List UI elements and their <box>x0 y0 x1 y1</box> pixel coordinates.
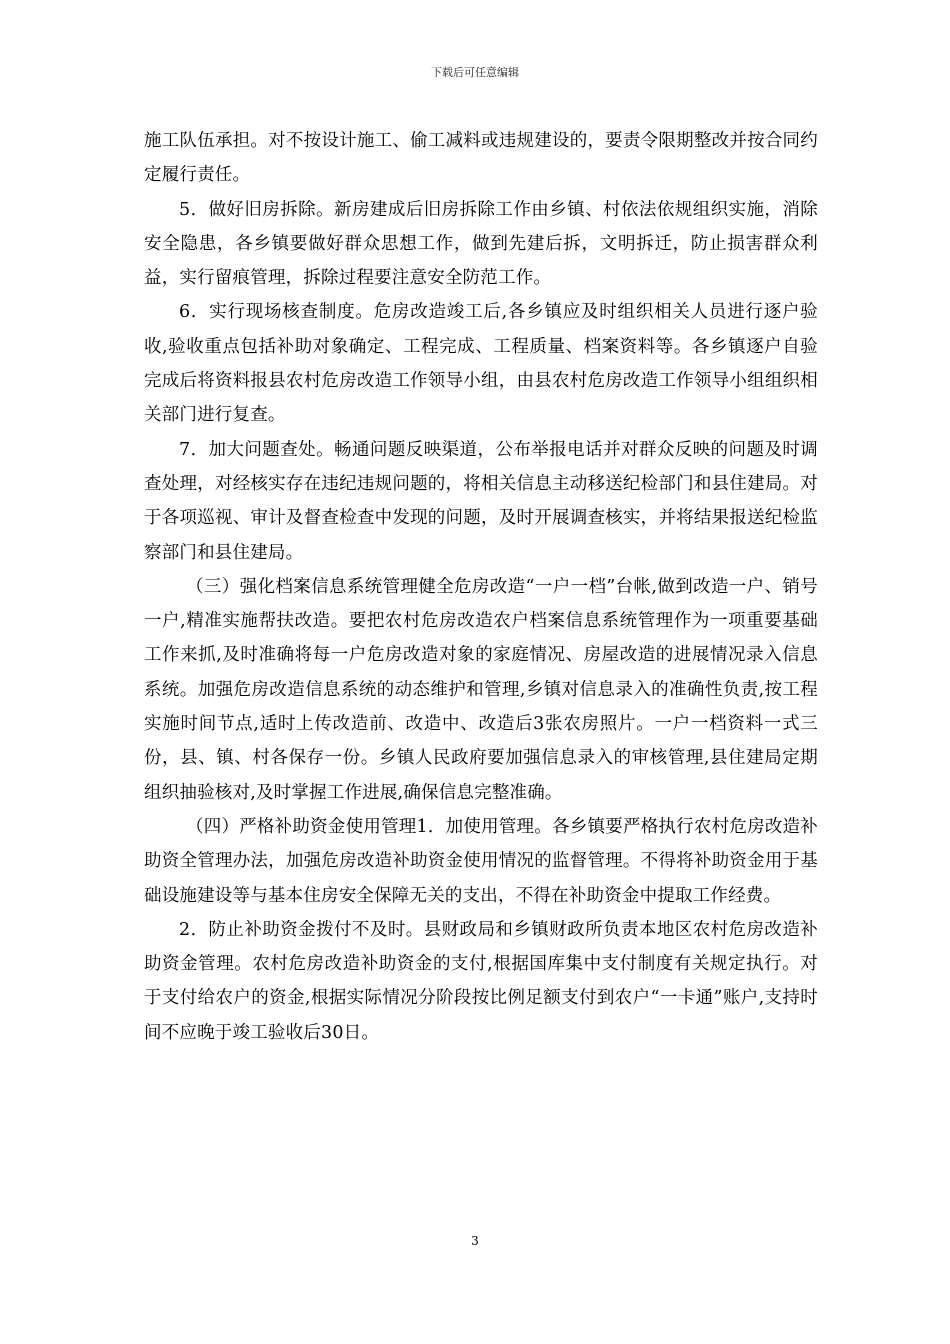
paragraph-construction-team: 施工队伍承担。对不按设计施工、偷工减料或违规建设的，要责令限期整改并按合同约定履行责任。 <box>144 131 818 186</box>
paragraph-subsidy-fund-management: （四）严格补助资金使用管理1．加使用管理。各乡镇要严格执行农村危房改造补助资全管理办法，加强危房改造补助资金使用情况的监督管理。不得将补助资金用于基础设施建设等与基本住房安全保障无关的支出，不得在补助资金中提取工作经费。 <box>144 816 818 906</box>
paragraph-subsidy-disbursement: 2．防止补助资金拨付不及时。县财政局和乡镇财政所负责本地区农村危房改造补助资金管理。农村危房改造补助资金的支付,根据国库集中支付制度有关规定执行。对于支付给农户的资金,根据实际情况分阶段按比例足额支付到农户“一卡通”账户,支持时间不应晚于竣工验收后30日。 <box>144 919 818 1043</box>
paragraph-site-verification: 6．实行现场核查制度。危房改造竣工后,各乡镇应及时组织相关人员进行逐户验收,验收重点包括补助对象确定、工程完成、工程质量、档案资料等。各乡镇逐户自验完成后将资料报县农村危房改造工作领导小组，由县农村危房改造工作领导小组组织相关部门进行复查。 <box>144 302 818 426</box>
page-header: 下载后可任意编辑 <box>431 66 519 79</box>
paragraph-old-house-demolition: 5．做好旧房拆除。新房建成后旧房拆除工作由乡镇、村依法依规组织实施，消除安全隐患，各乡镇要做好群众思想工作，做到先建后拆，文明拆迁，防止损害群众利益，实行留痕管理，拆除过程要注意安全防范工作。 <box>144 199 818 289</box>
paragraph-archive-management: （三）强化档案信息系统管理健全危房改造“一户一档”台帐,做到改造一户、销号一户,精准实施帮扶改造。要把农村危房改造农户档案信息系统管理作为一项重要基础工作来抓,及时准确将每一户危房改造对象的家庭情况、房屋改造的进展情况录入信息系统。加强危房改造信息系统的动态维护和管理,乡镇对信息录入的准确性负责,按工程实施时间节点,适时上传改造前、改造中、改造后3张农房照片。一户一档资料一式三份，县、镇、村各保存一份。乡镇人民政府要加强信息录入的审核管理,县住建局定期组织抽验核对,及时掌握工作进展,确保信息完整准确。 <box>144 576 818 803</box>
page-number: 3 <box>471 1234 479 1248</box>
paragraph-problem-investigation: 7．加大问题查处。畅通问题反映渠道，公布举报电话并对群众反映的问题及时调查处理，对经核实存在违纪违规问题的，将相关信息主动移送纪检部门和县住建局。对于各项巡视、审计及督查检查中发现的问题，及时开展调查核实，并将结果报送纪检监察部门和县住建局。 <box>144 439 818 563</box>
document-body <box>144 124 818 1050</box>
